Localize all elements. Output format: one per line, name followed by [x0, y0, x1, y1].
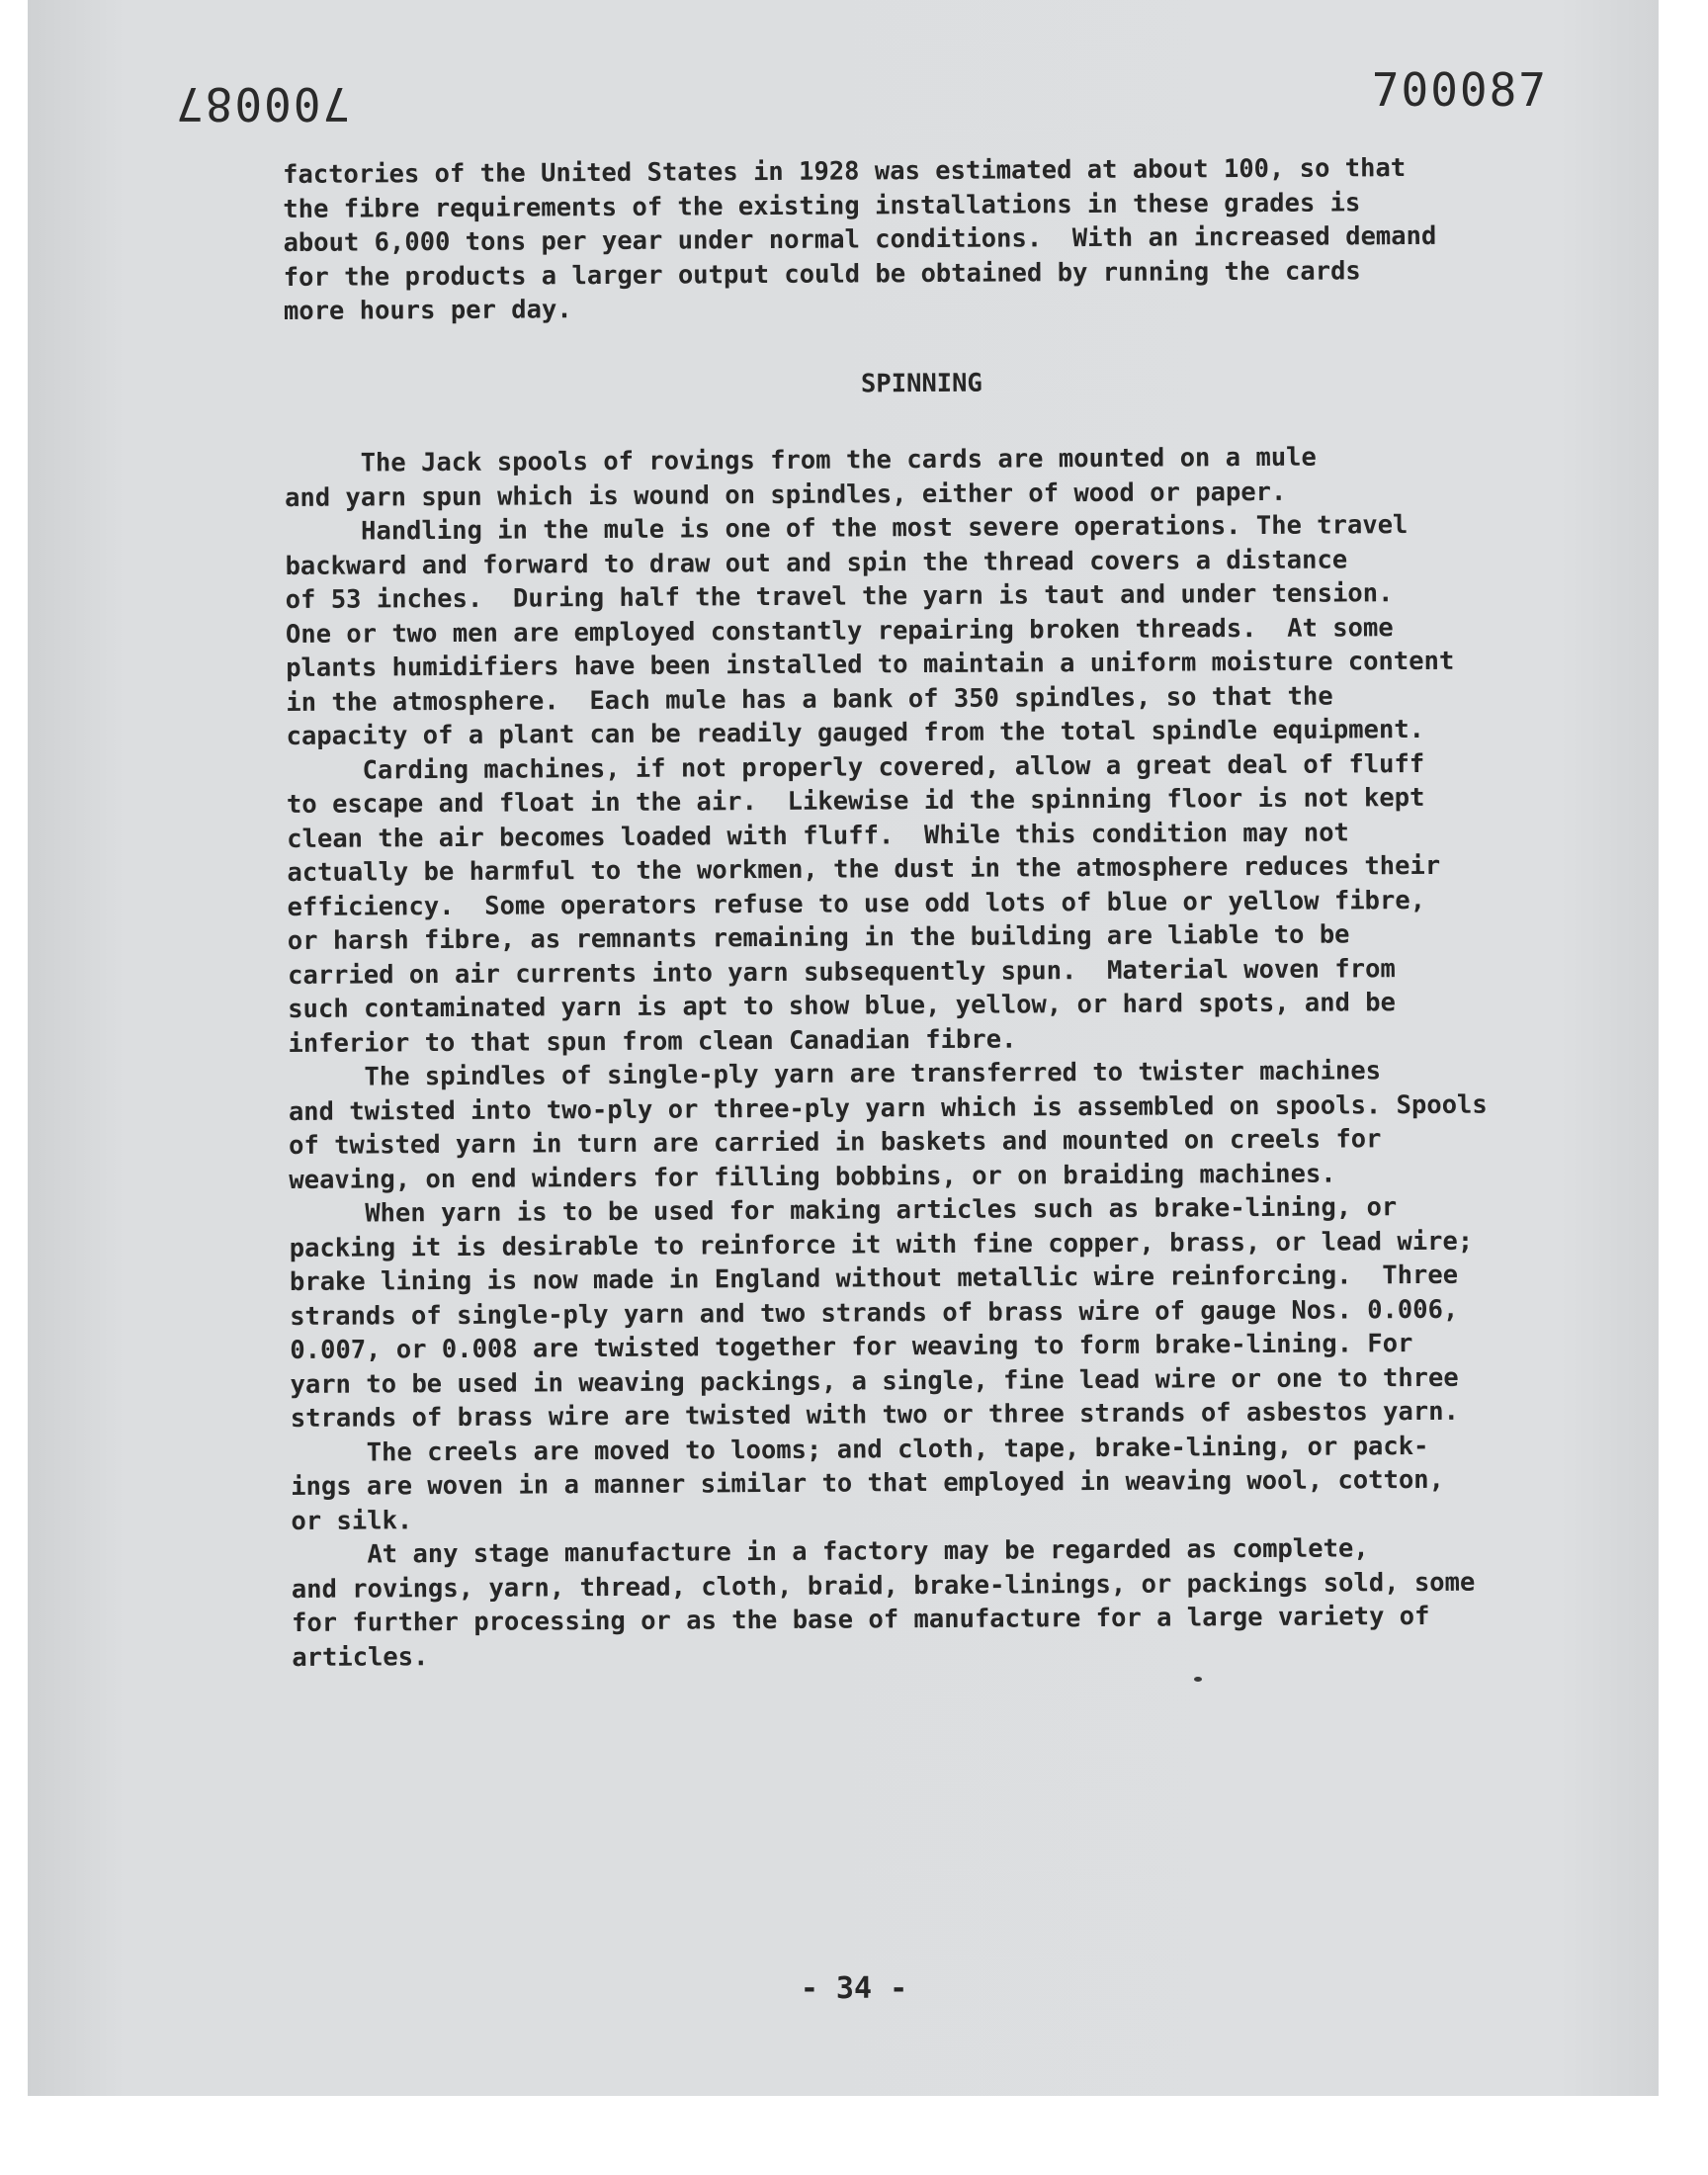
- text-line: The creels are moved to looms; and cloth, tape, brake-lining, or pack-: [290, 1431, 1429, 1468]
- text-line: for the products a larger output could be obtained by running the cards: [283, 255, 1361, 293]
- document-stamp: 700087: [1371, 63, 1548, 117]
- text-line: At any stage manufacture in a factory may be regarded as complete,: [291, 1533, 1369, 1570]
- text-line: One or two men are employed constantly repairing broken threads. At some: [285, 612, 1394, 650]
- text-line: Carding machines, if not properly covered, allow a great deal of fluff: [286, 748, 1425, 786]
- text-line: efficiency. Some operators refuse to use odd lots of blue or yellow fibre,: [287, 885, 1426, 922]
- text-line: and rovings, yarn, thread, cloth, braid, brake-linings, or packings sold, some: [291, 1567, 1476, 1605]
- text-line: Handling in the mule is one of the most severe operations. The travel: [285, 510, 1409, 547]
- text-line: When yarn is to be used for making articles such as brake-lining, or: [289, 1192, 1398, 1229]
- text-line: strands of brass wire are twisted with two or three strands of asbestos yarn.: [290, 1396, 1459, 1434]
- text-line: clean the air becomes loaded with fluff. While this condition may not: [287, 817, 1349, 854]
- page-number: - 34 -: [800, 1971, 908, 2006]
- text-line: to escape and float in the air. Likewise id the spinning floor is not kept: [286, 782, 1425, 820]
- spinning-section-text: [285, 440, 1491, 1675]
- intro-paragraph: [283, 151, 1437, 329]
- text-line: inferior to that spun from clean Canadian fibre.: [288, 1023, 1017, 1059]
- text-line: such contaminated yarn is apt to show blue, yellow, or hard spots, and be: [288, 988, 1397, 1024]
- text-line: weaving, on end winders for filling bobbins, or on braiding machines.: [289, 1159, 1336, 1195]
- text-line: of twisted yarn in turn are carried in baskets and mounted on creels for: [289, 1124, 1382, 1161]
- text-line: and twisted into two-ply or three-ply yarn which is assembled on spools. Spools: [288, 1089, 1488, 1127]
- text-line: articles.: [292, 1641, 429, 1673]
- text-line: of 53 inches. During half the travel the yarn is taut and under tension.: [285, 578, 1394, 615]
- text-line: for further processing or as the base of manufacture for a large variety of: [291, 1601, 1430, 1638]
- text-line: packing it is desirable to reinforce it with fine copper, brass, or lead wire;: [289, 1226, 1474, 1263]
- text-line: about 6,000 tons per year under normal conditions. With an increased demand: [283, 220, 1437, 258]
- text-line: The Jack spools of rovings from the cards are mounted on a mule: [284, 442, 1317, 478]
- text-line: plants humidifiers have been installed to maintain a uniform moisture content: [286, 646, 1455, 683]
- text-line: The spindles of single-ply yarn are transferred to twister machines: [288, 1056, 1382, 1092]
- text-line: factories of the United States in 1928 was estimated at about 100, so that: [283, 153, 1407, 190]
- text-line: backward and forward to draw out and spin the thread covers a distance: [285, 544, 1348, 581]
- text-line: ings are woven in a manner similar to that employed in weaving wool, cotton,: [291, 1464, 1445, 1502]
- text-line: the fibre requirements of the existing installations in these grades is: [283, 187, 1361, 224]
- document-stamp-inverted: 700087: [174, 77, 351, 130]
- text-line: brake lining is now made in England without metallic wire reinforcing. Three: [289, 1260, 1459, 1297]
- text-line: in the atmosphere. Each mule has a bank of 350 spindles, so that the: [286, 681, 1333, 718]
- text-line: strands of single-ply yarn and two strands of brass wire of gauge Nos. 0.006,: [290, 1294, 1459, 1332]
- text-line: 0.007, or 0.008 are twisted together for weaving to form brake-lining. For: [290, 1329, 1413, 1365]
- ink-speck: [1194, 1677, 1202, 1682]
- text-line: actually be harmful to the workmen, the dust in the atmosphere reduces their: [287, 850, 1441, 888]
- text-line: or harsh fibre, as remnants remaining in the building are liable to be: [287, 919, 1350, 956]
- text-line: capacity of a plant can be readily gauged from the total spindle equipment.: [286, 714, 1425, 751]
- section-heading: SPINNING: [860, 368, 982, 399]
- text-line: yarn to be used in weaving packings, a single, fine lead wire or one to three: [290, 1362, 1459, 1400]
- text-line: or silk.: [291, 1505, 413, 1536]
- text-line: and yarn spun which is wound on spindles, either of wood or paper.: [285, 477, 1287, 513]
- text-line: carried on air currents into yarn subsequently spun. Material woven from: [287, 953, 1396, 991]
- text-line: more hours per day.: [283, 295, 572, 326]
